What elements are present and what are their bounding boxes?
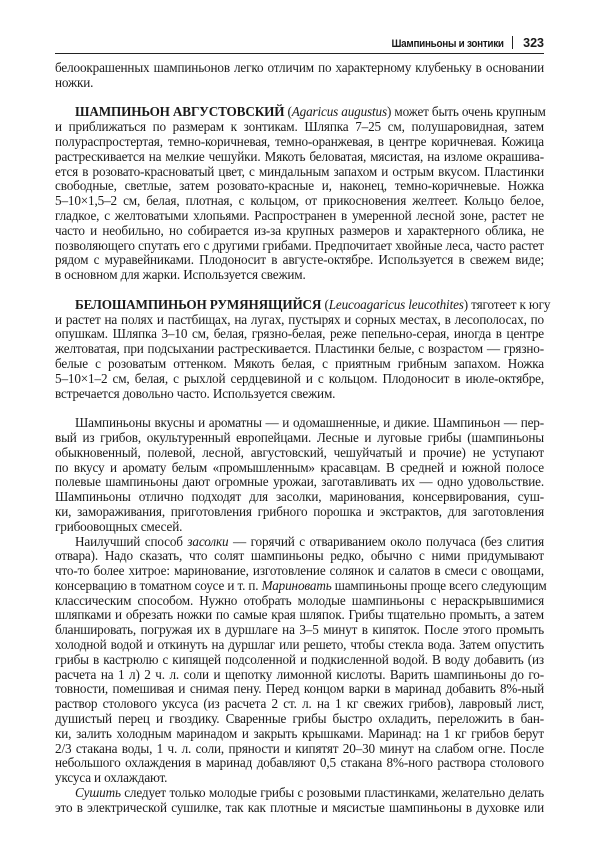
text-run: шампиньоны проще всего следующим	[331, 577, 547, 593]
text-run: ножки.	[55, 74, 94, 90]
text-line	[55, 342, 544, 357]
text-line	[55, 742, 544, 757]
text-line	[55, 268, 544, 283]
text-line	[55, 431, 544, 446]
header-separator	[512, 36, 514, 49]
text-run: Шампиньоны отлично подходят для засолки, маринования, консервирования, суш-	[55, 489, 544, 505]
text-line	[55, 535, 544, 550]
text-line	[55, 594, 544, 609]
text-line	[55, 313, 544, 328]
text-run: шляпками и обрезать ножки по самые края шляпок. Грибы тщательно промыть, а затем	[55, 607, 544, 623]
text-run: ) может быть очень крупным	[386, 104, 546, 120]
text-line	[55, 179, 544, 194]
text-run: белоокрашенных шампиньонов легко отличим по характерному клубеньку в основании	[55, 60, 544, 75]
paragraph	[55, 296, 551, 402]
text-run: уксуса и охлаждают.	[55, 770, 168, 786]
text-line	[55, 61, 544, 76]
text-run: грибы в кастрюлю с кипящей подсоленной и подкисленной водой. В воду добавить (из	[55, 651, 544, 667]
text-line	[55, 165, 544, 180]
text-line	[55, 209, 544, 224]
text-run: свободные, светлые, затем розовато-красные и, наконец, темно-коричневые. Ножка	[55, 178, 544, 194]
text-line	[55, 549, 544, 564]
text-line	[55, 357, 544, 372]
text-run: это в электрической сушилке, так как плотные и мясистые шампиньоны в духовке или	[55, 799, 544, 815]
text-run: следует только молодые грибы с розовыми пластинками, желательно делать	[120, 785, 544, 801]
text-line	[55, 505, 544, 520]
text-line	[55, 120, 544, 135]
text-line	[55, 446, 544, 461]
text-line	[55, 623, 544, 638]
text-line	[55, 461, 544, 476]
text-run: в основном для жарки. Используется свежим.	[55, 267, 306, 283]
text-line	[55, 786, 544, 801]
text-run: небольшого охлаждения в маринад добавляют 0,5 стакана 8%-ного раствора столового	[55, 755, 544, 771]
text-line	[55, 239, 544, 254]
text-line	[55, 194, 544, 209]
text-run: — горячий с отвариванием около получаса (без слития	[228, 533, 544, 549]
text-line	[55, 224, 544, 239]
species-heading: БЕЛОШАМПИНЬОН РУМЯНЯЩИЙСЯ	[75, 296, 322, 312]
italic-term: Сушить	[75, 785, 121, 801]
text-run: консервацию в томатном соусе и т. п.	[55, 577, 262, 593]
text-line	[55, 135, 544, 150]
text-run: ки, залить холодным маринадом и закрыть крышками. Маринад: на 1 кг грибов берут	[55, 725, 544, 741]
text-run: белые с розоватым оттенком. Мякоть белая, с приятным грибным запахом. Ножка	[55, 355, 544, 371]
text-run: расчета на 1 л) 2 ч. л. соли и щепотку лимонной кислоты. Варить шампиньоны до го-	[55, 666, 544, 682]
text-run: классическим способом. Нужно отобрать молодые шампиньоны с нераскрывшимися	[55, 592, 544, 608]
italic-term: Leucoagaricus leucothites	[328, 296, 464, 312]
text-run: 5–10×1–2 см, белая, с рыхлой сердцевиной и с кольцом. Плодоносит в июле-октябре,	[55, 370, 544, 386]
text-run: растрескивается на мелкие чешуйки. Мякоть беловатая, мясистая, на изломе окрашива-	[55, 148, 544, 164]
text-run: отвара). Надо сказать, что солят шампиньоны редко, обычно с ними придумывают	[55, 548, 544, 564]
text-line	[55, 76, 544, 91]
text-line	[55, 105, 544, 120]
text-run: бланшировать, погружая их в дуршлаге на 3–5 минут в кипяток. После этого промыть	[55, 622, 544, 638]
text-run: (	[321, 296, 329, 312]
text-line	[55, 372, 544, 387]
text-run: грибоовощных смесей.	[55, 518, 183, 534]
text-run: душистый перец и гвоздику. Сваренные грибы быстро охладить, переложить в бан-	[55, 711, 544, 727]
text-run: позволяющего спутать его с другими грибами. Предпочитает хвойные леса, часто растет	[55, 237, 544, 253]
italic-term: Мариновать	[261, 577, 332, 593]
text-line	[55, 520, 544, 535]
text-run: (	[284, 104, 292, 120]
text-line	[55, 801, 544, 816]
text-run: рядом с муравейниками. Плодоносит в августе-октябре. Используется в свежем виде;	[55, 252, 544, 268]
text-run: 5–10×1,5–2 см, белая, плотная, с кольцом, от прикосновения желтеет. Кольцо белое,	[55, 193, 544, 209]
text-line	[55, 608, 544, 623]
text-run: товности, помешивая и снимая пену. Перед концом варки в маринад добавить 8%-ный	[55, 681, 544, 697]
text-line	[55, 638, 544, 653]
text-line	[55, 416, 544, 431]
text-line	[55, 682, 544, 697]
text-line	[55, 653, 544, 668]
paragraph	[55, 533, 547, 787]
text-run: Наилучший способ	[75, 533, 188, 549]
text-line	[55, 253, 544, 268]
italic-term: Agaricus augustus	[291, 104, 387, 120]
text-line	[55, 771, 544, 786]
text-run: и приближаться по размерам к зонтикам. Шляпка 7–25 см, полушаровидная, затем	[55, 119, 544, 135]
text-run: вый из грибов, окультуренный европейцами. Лесные и луговые грибы (шампиньоны	[55, 429, 544, 445]
paragraph	[55, 105, 544, 283]
page-body-text	[55, 60, 551, 816]
text-line	[55, 150, 544, 165]
text-run: ) тяготеет к югу	[463, 296, 551, 312]
text-run: что-то более хитрое: маринование, изготовление солянок и салатов в смеси с овощами,	[55, 563, 544, 579]
text-run: Шампиньоны вкусны и ароматны — и одомашненные, и дикие. Шампиньон — пер-	[75, 415, 544, 431]
paragraph	[55, 416, 544, 534]
text-run: ки, замораживания, приготовления грибного порошка и экстрактов, для заготовления	[55, 503, 544, 519]
text-line	[55, 490, 544, 505]
page-number: 323	[523, 36, 544, 50]
text-run: полураспростертая, темно-коричневая, темно-оранжевая, в центре коричневая. Кожица	[55, 133, 544, 149]
text-run: холодной водой и откинуть на дуршлаг или решето, чтобы стекла вода. Затем опустить	[55, 637, 544, 653]
text-line	[55, 756, 544, 771]
text-run: ется в розовато-красноватый цвет, с миндальным запахом и острым вкусом. Пластинки	[55, 163, 544, 179]
section-title: Шампиньоны и зонтики	[391, 38, 504, 50]
paragraph	[55, 786, 544, 816]
text-line	[55, 327, 544, 342]
text-run: по вкусу и аромату белым «промышленным» красавцам. В средней и южной полосе	[55, 459, 544, 475]
text-line	[55, 387, 544, 402]
text-line	[55, 727, 544, 742]
text-run: полевые шампиньоны дают огромные урожаи, заготавливать их — одно удовольствие.	[55, 474, 544, 490]
text-line	[55, 668, 544, 683]
text-run: гладкое, с желтоватыми хлопьями. Распространен в умеренной лесной зоне, растет не	[55, 207, 544, 223]
text-run: опушкам. Шляпка 3–10 см, белая, грязно-белая, реже пепельно-серая, иногда в центре	[55, 326, 544, 342]
text-run: встречается довольно часто. Используется свежим.	[55, 385, 336, 401]
text-line	[55, 577, 547, 594]
text-line	[55, 475, 544, 490]
text-line	[55, 712, 544, 727]
text-line	[55, 697, 544, 712]
text-run: часто и необильно, но собирается из-за крупных размеров и характерного облика, не	[55, 222, 544, 238]
italic-term: засолки	[187, 533, 229, 549]
text-run: 2/3 стакана воды, 1 ч. л. соли, пряности и кипятят 20–30 минут на слабом огне. После	[55, 740, 544, 756]
text-run: раствор столового уксуса (из расчета 2 ст. л. на 1 кг свежих грибов), лавровый лист,	[55, 696, 544, 712]
text-line	[55, 564, 544, 579]
text-line	[55, 296, 551, 313]
species-heading: ШАМПИНЬОН АВГУСТОВСКИЙ	[75, 104, 285, 120]
paragraph	[55, 61, 544, 91]
running-header	[55, 34, 544, 54]
text-run: желтоватая, при подсыхании растрескивается. Пластинки белые, с возрастом — грязно-	[55, 341, 544, 357]
text-run: и растет на полях и пастбищах, на лугах, пустырях и сорных местах, в лесополосах, по	[55, 311, 544, 327]
text-run: обыкновенный, полевой, лесной, августовский, чешуйчатый и прочие) не уступают	[55, 444, 544, 460]
